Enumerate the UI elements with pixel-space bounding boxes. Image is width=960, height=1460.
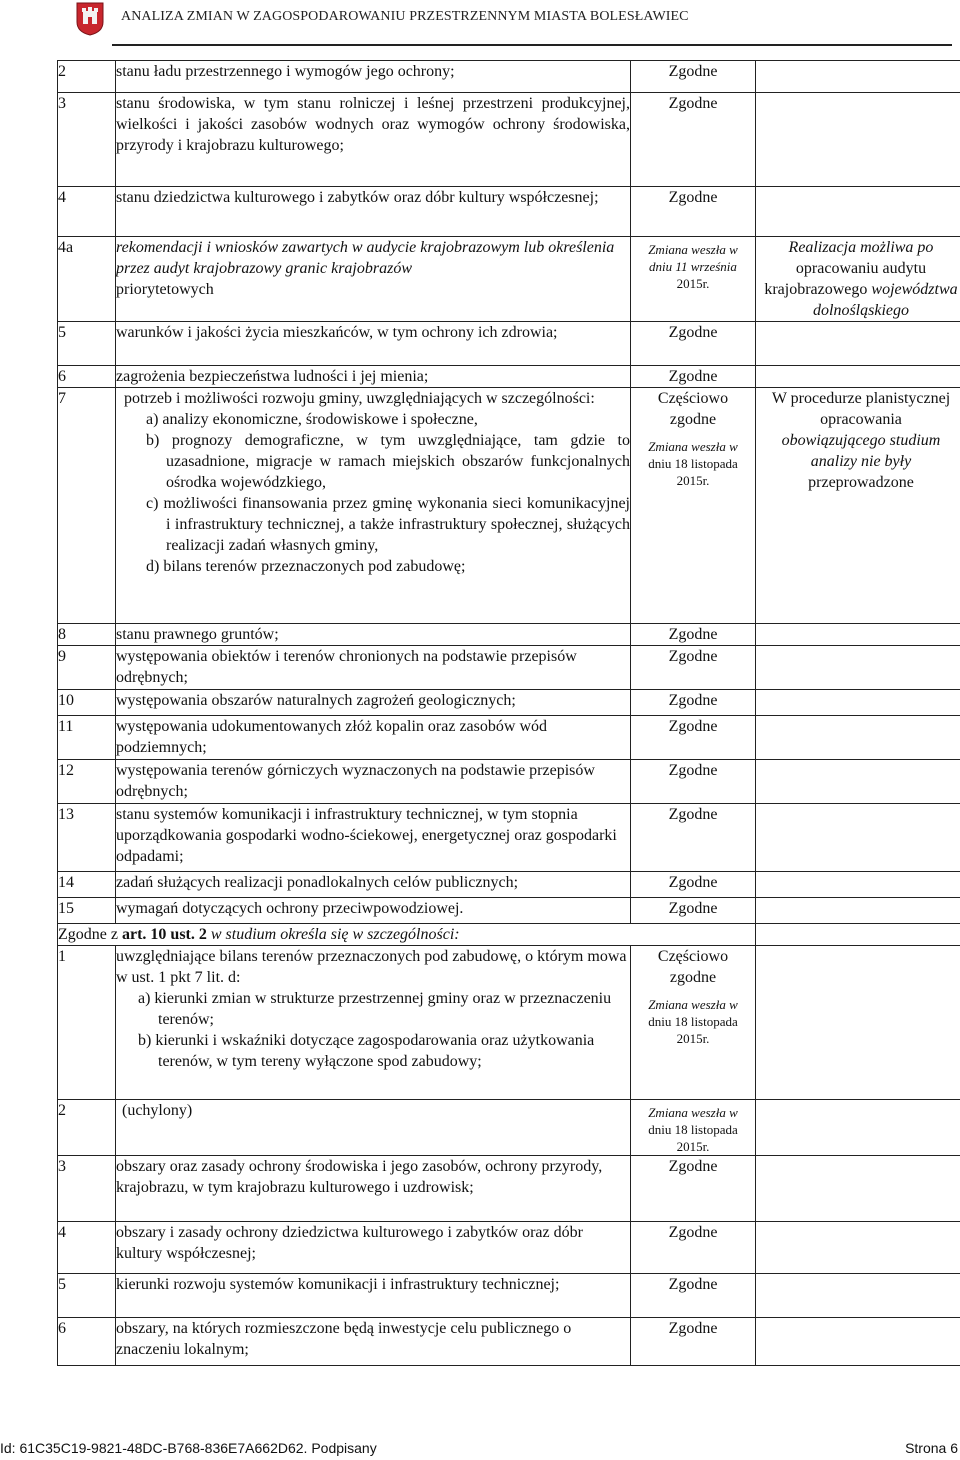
row-status: Zgodne bbox=[631, 1318, 756, 1366]
table-row bbox=[58, 690, 960, 716]
list-item: d) bilans terenów przeznaczonych pod zabudowę; bbox=[146, 558, 466, 575]
section-header: Zgodne z art. 10 ust. 2 w studium określa się w szczególności: bbox=[58, 924, 756, 946]
row-text-tail: priorytetowych bbox=[116, 281, 214, 298]
table-row bbox=[58, 872, 960, 898]
row-status: Zgodne bbox=[631, 61, 756, 93]
row-status: Zgodne bbox=[631, 646, 756, 690]
row-status: Zgodne bbox=[631, 366, 756, 388]
table-row bbox=[58, 93, 960, 187]
table-row bbox=[58, 1318, 960, 1366]
row-number: 9 bbox=[58, 646, 116, 690]
row-text: kierunki rozwoju systemów komunikacji i infrastruktury technicznej; bbox=[116, 1274, 631, 1318]
city-coat-of-arms-icon bbox=[76, 2, 104, 36]
row-status: Zgodne bbox=[631, 624, 756, 646]
row-number: 5 bbox=[58, 322, 116, 366]
row-number: 1 bbox=[58, 946, 116, 1100]
row-number: 10 bbox=[58, 690, 116, 716]
row-text: zagrożenia bezpieczeństwa ludności i jej mienia; bbox=[116, 366, 631, 388]
table-row bbox=[58, 61, 960, 93]
row-status: Zgodne bbox=[631, 716, 756, 760]
row-text: stanu środowiska, w tym stanu rolniczej i leśnej przestrzeni produkcyjnej, wielkości i jakości zasobów wodnych oraz wymogów ochrony środowiska, przyrody i krajobrazu kulturowego; bbox=[116, 93, 631, 187]
table-row bbox=[58, 237, 960, 322]
row-text: stanu dziedzictwa kulturowego i zabytków oraz dóbr kultury współczesnej; bbox=[116, 187, 631, 237]
row-status: Zgodne bbox=[631, 898, 756, 924]
row-number: 3 bbox=[58, 1156, 116, 1222]
header-divider bbox=[112, 44, 952, 46]
row-text: stanu ładu przestrzennego i wymogów jego ochrony; bbox=[116, 61, 631, 93]
row-text: występowania udokumentowanych złóż kopalin oraz zasobów wód podziemnych; bbox=[116, 716, 631, 760]
table-row bbox=[58, 760, 960, 804]
row-text: występowania terenów górniczych wyznaczonych na podstawie przepisów odrębnych; bbox=[116, 760, 631, 804]
table-row bbox=[58, 898, 960, 924]
row-note: Realizacja możliwa po opracowaniu audytu krajobrazowego województwa dolnośląskiego bbox=[756, 237, 960, 322]
section-header-row bbox=[58, 924, 960, 946]
row-number: 3 bbox=[58, 93, 116, 187]
page-header bbox=[0, 0, 960, 44]
table-row bbox=[58, 1100, 960, 1156]
row-status: Zmiana weszła w dniu 18 listopada 2015r. bbox=[631, 1100, 756, 1156]
row-number: 4 bbox=[58, 1222, 116, 1274]
row-text: obszary oraz zasady ochrony środowiska i jego zasobów, ochrony przyrody, krajobrazu, w tym krajobrazu kulturowego i uzdrowisk; bbox=[116, 1156, 631, 1222]
row-status: Częściowo zgodne Zmiana weszła w dniu 18 listopada 2015r. bbox=[631, 388, 756, 624]
row-text: obszary, na których rozmieszczone będą inwestycje celu publicznego o znaczeniu lokalnym; bbox=[116, 1318, 631, 1366]
row-status: Zgodne bbox=[631, 872, 756, 898]
row-text: wymagań dotyczących ochrony przeciwpowodziowej. bbox=[116, 898, 631, 924]
row-text: (uchylony) bbox=[116, 1100, 631, 1156]
table-row bbox=[58, 1222, 960, 1274]
list-item: b) kierunki i wskaźniki dotyczące zagospodarowania oraz użytkowania terenów, w tym tereny wyłączone spod zabudowy; bbox=[138, 1032, 595, 1070]
row-number: 8 bbox=[58, 624, 116, 646]
row-number: 14 bbox=[58, 872, 116, 898]
row-text: obszary i zasady ochrony dziedzictwa kulturowego i zabytków oraz dóbr kultury współczesnej; bbox=[116, 1222, 631, 1274]
table-row bbox=[58, 946, 960, 1100]
page-number: Strona 6 bbox=[905, 1440, 958, 1456]
table-row bbox=[58, 187, 960, 237]
row-number: 13 bbox=[58, 804, 116, 872]
document-id-footer: Id: 61C35C19-9821-48DC-B768-836E7A662D62. Podpisany bbox=[0, 1440, 377, 1456]
row-text: warunków i jakości życia mieszkańców, w tym ochrony ich zdrowia; bbox=[116, 322, 631, 366]
row-status: Zmiana weszła w dniu 11 września 2015r. bbox=[631, 237, 756, 322]
table-row bbox=[58, 804, 960, 872]
row-number: 12 bbox=[58, 760, 116, 804]
row-text: stanu systemów komunikacji i infrastruktury technicznej, w tym stopnia uporządkowania gospodarki wodno-ściekowej, energetycznej oraz gospodarki odpadami; bbox=[116, 804, 631, 872]
row-number: 6 bbox=[58, 366, 116, 388]
row-text: potrzeb i możliwości rozwoju gminy, uwzględniających w szczególności: a) analizy ekonomiczne, środowiskowe i społeczne, b) prognozy demograficzne, w tym uwzględniające, tam gdzie to uzasadnione, migracje w ramach miejskich obszarów funkcjonalnych ośrodka wojewódzkiego, c) możliwości finansowania przez gminę wykonania sieci komunikacyjnej i infrastruktury technicznej, a także infrastruktury społecznej, służących realizacji zadań własnych gminy, d) bilans terenów przeznaczonych pod zabudowę; bbox=[116, 388, 631, 624]
row-status: Zgodne bbox=[631, 322, 756, 366]
table-row bbox=[58, 388, 960, 624]
table-row bbox=[58, 322, 960, 366]
row-number: 4 bbox=[58, 187, 116, 237]
list-item: a) analizy ekonomiczne, środowiskowe i społeczne, bbox=[146, 411, 478, 428]
row-number: 2 bbox=[58, 1100, 116, 1156]
list-item: b) prognozy demograficzne, w tym uwzględniające, tam gdzie to uzasadnione, migracje w ramach miejskich obszarów funkcjonalnych ośrodka wojewódzkiego, bbox=[146, 432, 630, 491]
row-status: Zgodne bbox=[631, 187, 756, 237]
row-text: stanu prawnego gruntów; bbox=[116, 624, 631, 646]
row-status: Zgodne bbox=[631, 1274, 756, 1318]
row-number: 5 bbox=[58, 1274, 116, 1318]
row-text: występowania obszarów naturalnych zagrożeń geologicznych; bbox=[116, 690, 631, 716]
table-row bbox=[58, 1156, 960, 1222]
row-status: Zgodne bbox=[631, 804, 756, 872]
row-text: występowania obiektów i terenów chronionych na podstawie przepisów odrębnych; bbox=[116, 646, 631, 690]
table-row bbox=[58, 366, 960, 388]
row-text bbox=[116, 237, 631, 322]
table-row bbox=[58, 716, 960, 760]
row-status: Zgodne bbox=[631, 93, 756, 187]
row-status: Zgodne bbox=[631, 1222, 756, 1274]
table-row bbox=[58, 624, 960, 646]
document-header-title: ANALIZA ZMIAN W ZAGOSPODAROWANIU PRZESTRZENNYM MIASTA BOLESŁAWIEC bbox=[121, 9, 689, 24]
row-number: 15 bbox=[58, 898, 116, 924]
row-text-italic: rekomendacji i wniosków zawartych w audycie krajobrazowym lub określenia przez audyt krajobrazowy granic krajobrazów bbox=[116, 239, 615, 277]
analysis-table bbox=[57, 60, 960, 1366]
list-item: a) kierunki zmian w strukturze przestrzennej gminy oraz w przeznaczeniu terenów; bbox=[138, 990, 612, 1028]
row-status: Częściowo zgodne Zmiana weszła w dniu 18 listopada 2015r. bbox=[631, 946, 756, 1100]
row-number: 4a bbox=[58, 237, 116, 322]
table-row bbox=[58, 1274, 960, 1318]
row-status: Zgodne bbox=[631, 1156, 756, 1222]
row-number: 6 bbox=[58, 1318, 116, 1366]
table-row bbox=[58, 646, 960, 690]
row-text: uwzględniające bilans terenów przeznaczonych pod zabudowę, o którym mowa w ust. 1 pkt 7 lit. d: a) kierunki zmian w strukturze przestrzennej gminy oraz w przeznaczeniu terenów; b) kierunki i wskaźniki dotyczące zagospodarowania oraz użytkowania terenów, w tym tereny wyłączone spod zabudowy; bbox=[116, 946, 631, 1100]
row-status: Zgodne bbox=[631, 760, 756, 804]
row-number: 11 bbox=[58, 716, 116, 760]
row-number: 2 bbox=[58, 61, 116, 93]
row-status: Zgodne bbox=[631, 690, 756, 716]
list-item: c) możliwości finansowania przez gminę wykonania sieci komunikacyjnej i infrastruktury technicznej, a także infrastruktury społecznej, służących realizacji zadań własnych gminy, bbox=[146, 495, 630, 554]
row-number: 7 bbox=[58, 388, 116, 624]
row-note: W procedurze planistycznej opracowania obowiązującego studium analizy nie były przeprowadzone bbox=[756, 388, 960, 624]
row-text: zadań służących realizacji ponadlokalnych celów publicznych; bbox=[116, 872, 631, 898]
